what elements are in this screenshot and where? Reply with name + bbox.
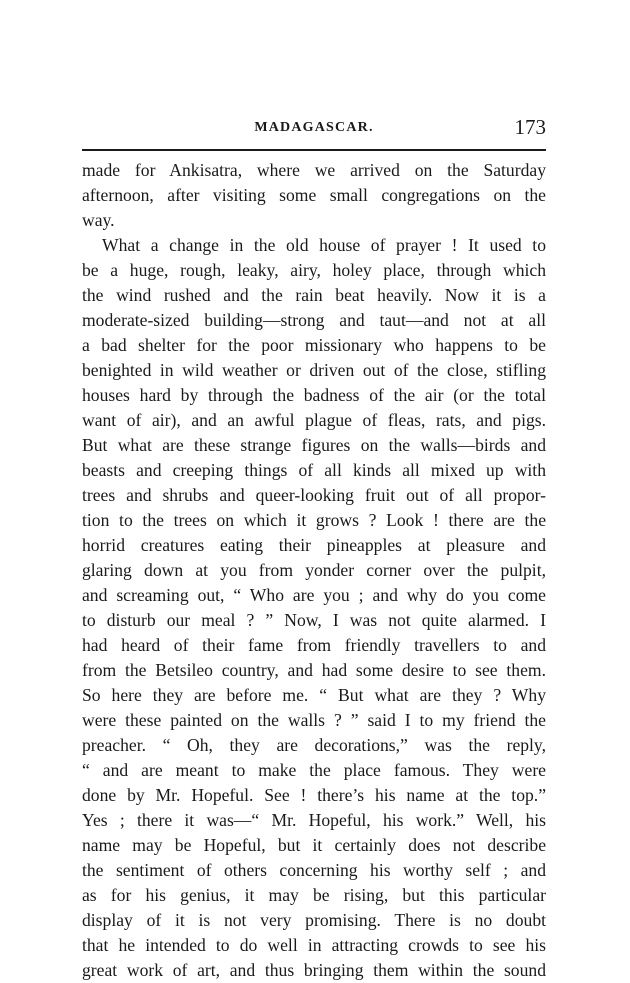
text-line: way. [82, 210, 115, 230]
text-line: beasts and creeping things of all kinds all mixed up with [82, 460, 546, 480]
text-line: name may be Hopeful, but it certainly does not describe [82, 835, 546, 855]
text-line: a bad shelter for the poor missionary who happens to be [82, 335, 546, 355]
text-line: from the Betsileo country, and had some desire to see them. [82, 660, 546, 680]
text-line: moderate-sized building—strong and taut—and not at all [82, 310, 546, 330]
text-line: were these painted on the walls ? ” said I to my friend the [82, 710, 546, 730]
text-line: want of air), and an awful plague of fleas, rats, and pigs. [82, 410, 546, 430]
running-title: MADAGASCAR. [254, 120, 374, 135]
text-line: horrid creatures eating their pineapples at pleasure and [82, 535, 546, 555]
text-line: be a huge, rough, leaky, airy, holey place, through which [82, 260, 546, 280]
text-line: benighted in wild weather or driven out of the close, stifling [82, 360, 546, 380]
text-line: trees and shrubs and queer-looking fruit out of all propor- [82, 485, 546, 505]
text-line: display of it is not very promising. There is no doubt [82, 910, 546, 930]
text-line: done by Mr. Hopeful. See ! there’s his name at the top.” [82, 785, 546, 805]
text-line: and screaming out, “ Who are you ; and why do you come [82, 585, 546, 605]
text-line: “ and are meant to make the place famous. They were [82, 760, 546, 780]
text-line: that he intended to do well in attracting crowds to see his [82, 935, 546, 955]
text-line: the wind rushed and the rain beat heavily. Now it is a [82, 285, 546, 305]
text-line: to disturb our meal ? ” Now, I was not quite alarmed. I [82, 610, 546, 630]
page-number: 173 [514, 115, 546, 139]
text-line: houses hard by through the badness of the air (or the total [82, 385, 546, 405]
header-rule [82, 149, 546, 151]
text-line: glaring down at you from yonder corner over the pulpit, [82, 560, 546, 580]
text-line: preacher. “ Oh, they are decorations,” was the reply, [82, 735, 546, 755]
text-line: But what are these strange figures on the walls—birds and [82, 435, 546, 455]
text-line: had heard of their fame from friendly travellers to and [82, 635, 546, 655]
text-line: afternoon, after visiting some small congregations on the [82, 185, 546, 205]
text-line: the sentiment of others concerning his worthy self ; and [82, 860, 546, 880]
text-line: tion to the trees on which it grows ? Look ! there are the [82, 510, 546, 530]
text-line: great work of art, and thus bringing them within the sound [82, 960, 546, 980]
running-head [82, 115, 546, 144]
body-text [82, 158, 546, 983]
text-line: So here they are before me. “ But what are they ? Why [82, 685, 546, 705]
paragraph-start-line: What a change in the old house of prayer ! It used to [102, 235, 546, 255]
text-line: made for Ankisatra, where we arrived on the Saturday [82, 160, 546, 180]
text-line: as for his genius, it may be rising, but this particular [82, 885, 546, 905]
text-line: Yes ; there it was—“ Mr. Hopeful, his work.” Well, his [82, 810, 546, 830]
